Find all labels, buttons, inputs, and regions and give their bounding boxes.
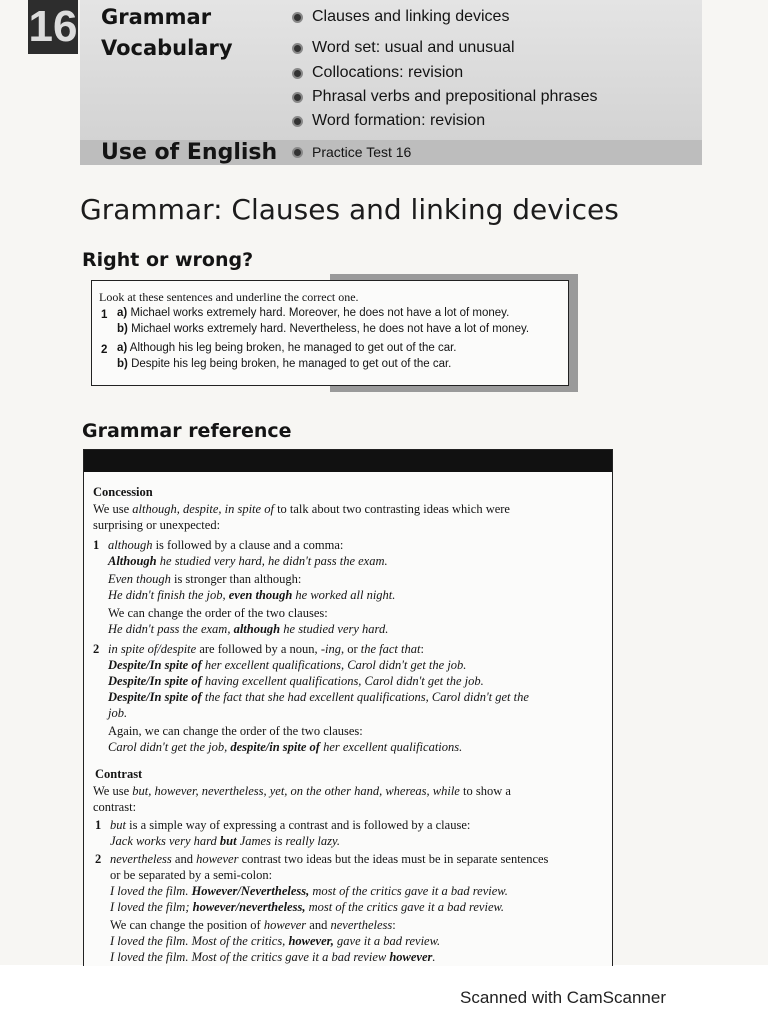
header-item: Word formation: revision (292, 112, 485, 130)
example-line: Carol didn't get the job, despite/in spite of her excellent qualifications. (108, 740, 463, 754)
header-item-practice-test: Practice Test 16 (292, 144, 411, 160)
header-item: Collocations: revision (292, 64, 463, 82)
example-line: Despite/In spite of the fact that she had excellent qualifications, Carol didn't get the (108, 690, 529, 704)
header-label-use-of-english: Use of English (101, 140, 278, 165)
question-number: 2 (101, 344, 108, 356)
example-line: He didn't finish the job, even though he worked all night. (108, 588, 396, 602)
text-line: We use but, however, nevertheless, yet, on the other hand, whereas, while to show a (93, 784, 511, 798)
subheading-concession: Concession (93, 485, 153, 499)
bullet-icon (292, 68, 303, 79)
text-line: We use although, despite, in spite of to talk about two contrasting ideas which were (93, 502, 510, 516)
rule-number: 2 (95, 852, 102, 866)
text-line: but is a simple way of expressing a contrast and is followed by a clause: (110, 818, 471, 832)
bullet-icon (292, 147, 303, 158)
bullet-icon (292, 116, 303, 127)
example-line: I loved the film. However/Nevertheless, most of the critics gave it a bad review. (110, 884, 508, 898)
example-line: I loved the film; however/nevertheless, most of the critics gave it a bad review. (110, 900, 505, 914)
rule-number: 1 (93, 538, 100, 552)
example-line: Despite/In spite of having excellent qualifications, Carol didn't get the job. (108, 674, 484, 688)
right-or-wrong-box (91, 280, 569, 386)
header-item: Word set: usual and unusual (292, 39, 515, 57)
text-line: nevertheless and however contrast two ideas but the ideas must be in separate sentences (110, 852, 549, 866)
rule-number: 1 (95, 818, 102, 832)
option-1a: a) Michael works extremely hard. Moreover, he does not have a lot of money. (117, 307, 510, 319)
option-2a: a) Although his leg being broken, he managed to get out of the car. (117, 342, 457, 354)
text-line: Again, we can change the order of the two clauses: (108, 724, 363, 738)
text-line: contrast: (93, 800, 137, 814)
text-line: We can change the order of the two clauses: (108, 606, 328, 620)
example-line: I loved the film. Most of the critics gave it a bad review however. (110, 950, 436, 964)
example-line: I loved the film. Most of the critics, however, gave it a bad review. (110, 934, 441, 948)
text-line: although is followed by a clause and a comma: (108, 538, 344, 552)
header-label-grammar: Grammar (101, 5, 212, 29)
example-line: Jack works very hard but James is really lazy. (110, 834, 340, 848)
text-line: Even though is stronger than although: (108, 572, 302, 586)
text-line: We can change the position of however and nevertheless: (110, 918, 396, 932)
bullet-icon (292, 12, 303, 23)
example-line: Although he studied very hard, he didn't pass the exam. (108, 554, 388, 568)
question-number: 1 (101, 309, 108, 321)
section-heading-right-or-wrong: Right or wrong? (82, 249, 254, 271)
text-line: in spite of/despite are followed by a noun, -ing, or the fact that: (108, 642, 424, 656)
subheading-contrast: Contrast (95, 767, 143, 781)
bullet-icon (292, 92, 303, 103)
example-line: Despite/In spite of her excellent qualifications, Carol didn't get the job. (108, 658, 467, 672)
box-shadow (330, 385, 578, 392)
header-item: Phrasal verbs and prepositional phrases (292, 88, 598, 106)
unit-number: 16 (28, 0, 78, 54)
rule-number: 2 (93, 642, 100, 656)
black-title-bar (84, 450, 612, 472)
text-line: or be separated by a semi-colon: (110, 868, 273, 882)
page-title: Grammar: Clauses and linking devices (80, 193, 619, 226)
example-line: He didn't pass the exam, although he studied very hard. (108, 622, 389, 636)
option-2b: b) Despite his leg being broken, he managed to get out of the car. (117, 358, 452, 370)
option-1b: b) Michael works extremely hard. Nevertheless, he does not have a lot of money. (117, 323, 530, 335)
bullet-icon (292, 43, 303, 54)
grammar-reference-box (83, 449, 613, 966)
example-line: job. (108, 706, 128, 720)
text-line: surprising or unexpected: (93, 518, 221, 532)
header-label-vocabulary: Vocabulary (101, 36, 233, 60)
scanner-watermark: Scanned with CamScanner (460, 988, 667, 1007)
section-heading-grammar-reference: Grammar reference (82, 420, 292, 442)
header-item: Clauses and linking devices (292, 8, 509, 26)
instruction: Look at these sentences and underline the correct one. (99, 290, 359, 304)
